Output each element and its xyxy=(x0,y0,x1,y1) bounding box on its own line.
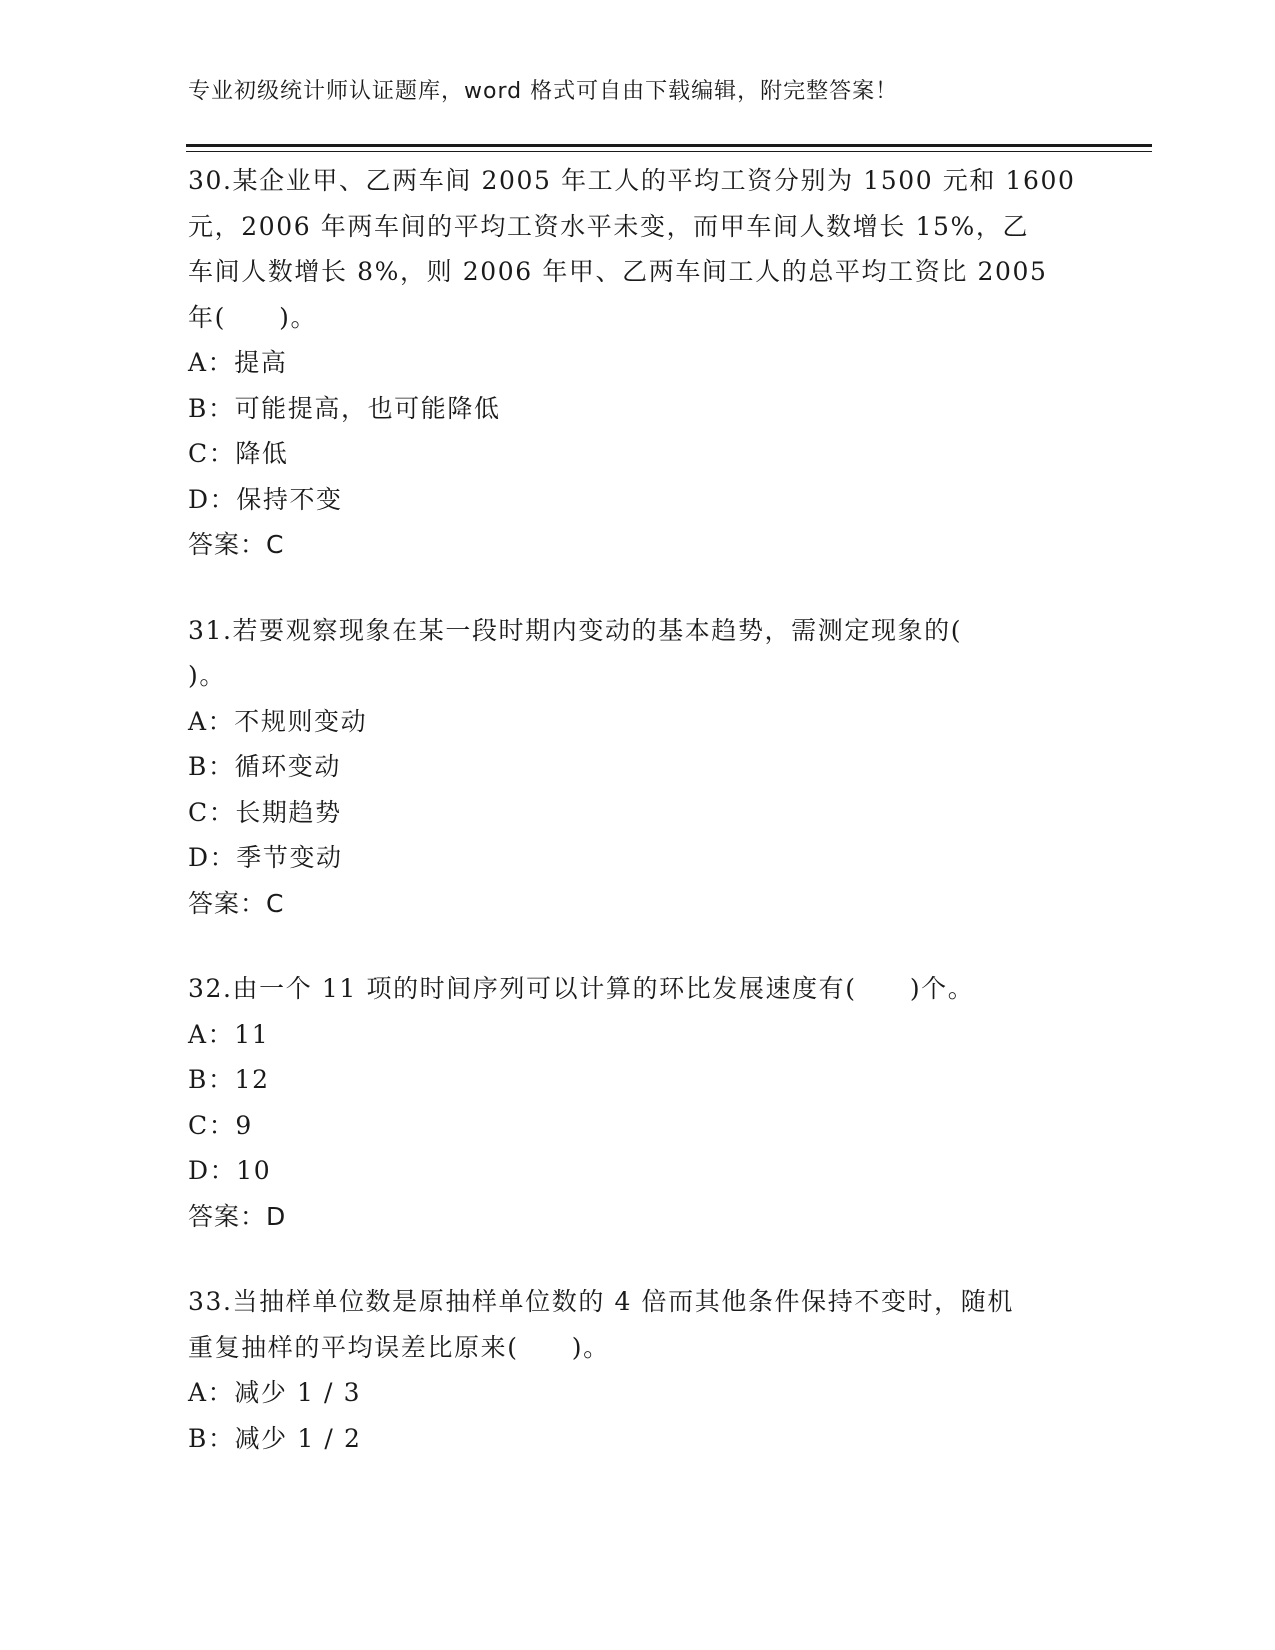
option-a: A：不规则变动 xyxy=(188,706,368,736)
question-stem-line: 33.当抽样单位数是原抽样单位数的 4 倍而其他条件保持不变时，随机 xyxy=(188,1287,1014,1316)
option-a: A：提高 xyxy=(188,348,288,377)
question-33 xyxy=(188,1279,1088,1461)
option-c: C：降低 xyxy=(188,439,289,468)
header-rule-thick xyxy=(186,144,1152,147)
option-b: B：可能提高，也可能降低 xyxy=(188,393,501,423)
question-30 xyxy=(188,158,1088,568)
question-stem-line: )。 xyxy=(188,661,226,690)
question-list xyxy=(188,158,1088,1501)
option-b: B：循环变动 xyxy=(188,752,341,781)
question-stem-line: 31.若要观察现象在某一段时期内变动的基本趋势，需测定现象的( xyxy=(188,615,963,645)
answer-label: 答案：D xyxy=(188,1201,287,1231)
answer-label: 答案：C xyxy=(188,530,285,559)
question-stem-line: 重复抽样的平均误差比原来( )。 xyxy=(188,1332,610,1362)
option-d: D：10 xyxy=(188,1156,272,1185)
option-b: B：12 xyxy=(188,1065,270,1094)
question-stem-line: 30.某企业甲、乙两车间 2005 年工人的平均工资分别为 1500 元和 1600 xyxy=(188,166,1076,195)
option-a: A：减少 1 / 3 xyxy=(188,1378,362,1407)
page-header: 专业初级统计师认证题库，word 格式可自由下载编辑，附完整答案！ xyxy=(188,79,899,104)
option-d: D：保持不变 xyxy=(188,484,343,514)
question-31 xyxy=(188,608,1088,927)
question-stem-line: 元，2006 年两车间的平均工资水平未变，而甲车间人数增长 15%，乙 xyxy=(188,211,1030,241)
option-c: C：长期趋势 xyxy=(188,797,342,827)
question-stem-line: 车间人数增长 8%，则 2006 年甲、乙两车间工人的总平均工资比 2005 xyxy=(188,257,1048,286)
header-rule-thin xyxy=(186,151,1152,152)
question-32 xyxy=(188,966,1088,1239)
answer-label: 答案：C xyxy=(188,888,285,918)
option-c: C：9 xyxy=(188,1110,253,1140)
option-d: D：季节变动 xyxy=(188,843,343,872)
question-stem-line: 32.由一个 11 项的时间序列可以计算的环比发展速度有( )个。 xyxy=(188,974,975,1003)
option-a: A：11 xyxy=(188,1019,270,1049)
option-b: B：减少 1 / 2 xyxy=(188,1423,362,1453)
question-stem-line: 年( )。 xyxy=(188,302,318,332)
